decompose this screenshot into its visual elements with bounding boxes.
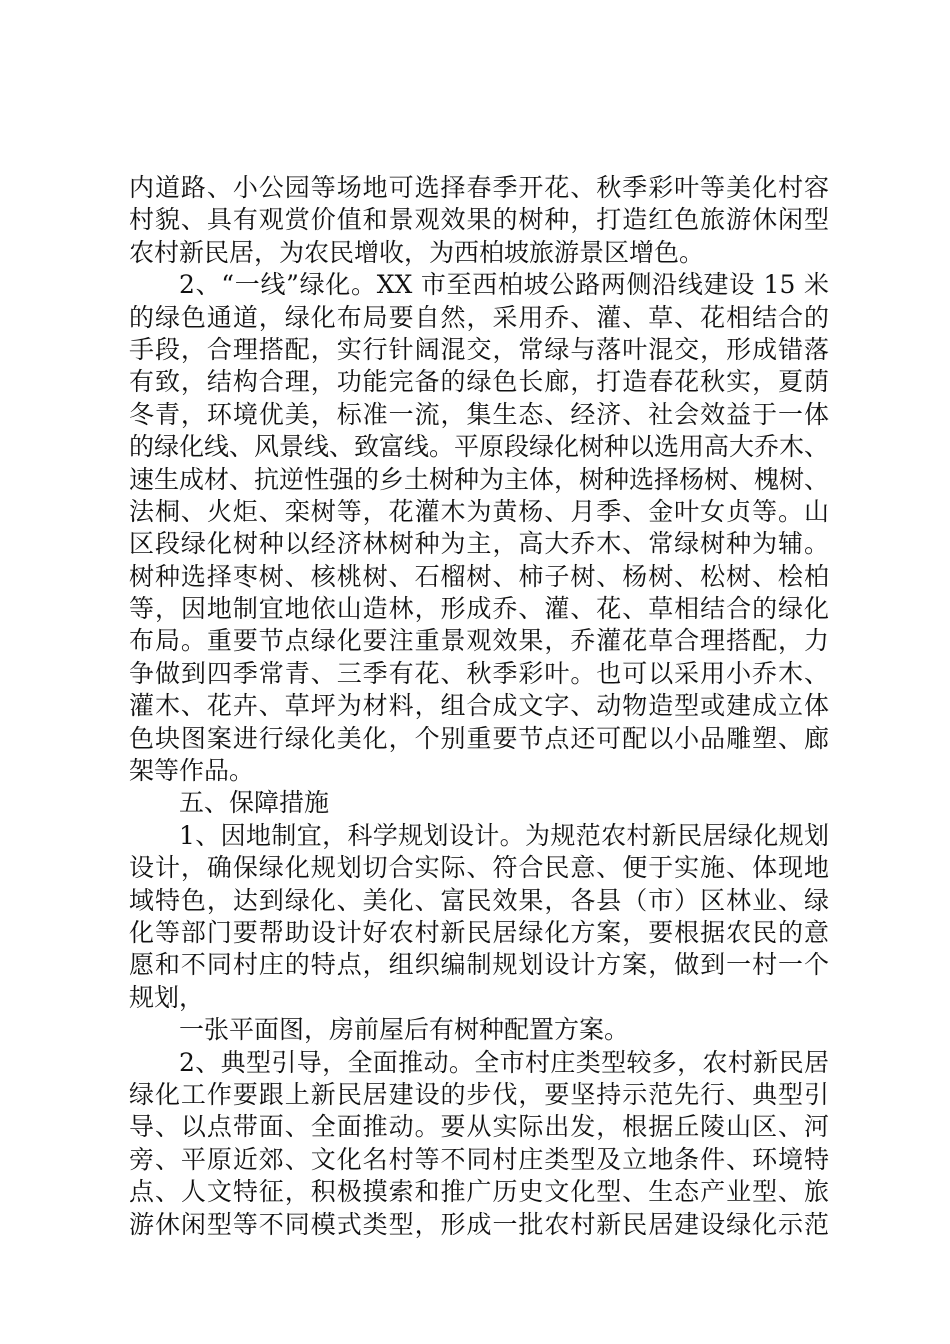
- text-line: 愿和不同村庄的特点，组织编制规划设计方案，做到一村一个: [129, 950, 829, 980]
- text-line: 域特色，达到绿化、美化、富民效果，各县（市）区林业、绿: [129, 885, 829, 915]
- text-line: 有致，结构合理，功能完备的绿色长廊，打造春花秋实，夏荫: [129, 367, 829, 397]
- text-line: 树种选择枣树、核桃树、石榴树、柿子树、杨树、松树、桧柏: [129, 561, 829, 591]
- text-line: 绿化工作要跟上新民居建设的步伐，要坚持示范先行、典型引: [129, 1079, 829, 1109]
- text-line: 等，因地制宜地依山造林，形成乔、灌、花、草相结合的绿化: [129, 594, 829, 624]
- text-line: 内道路、小公园等场地可选择春季开花、秋季彩叶等美化村容: [129, 173, 829, 202]
- document-body: [129, 172, 829, 1241]
- text-line: 架等作品。: [129, 756, 255, 786]
- text-line: 点、人文特征，积极摸索和推广历史文化型、生态产业型、旅: [129, 1177, 829, 1207]
- text-line: 手段，合理搭配，实行针阔混交，常绿与落叶混交，形成错落: [129, 334, 829, 364]
- text-line: 冬青，环境优美，标准一流，集生态、经济、社会效益于一体: [129, 399, 829, 429]
- text-line: 1、因地制宜，科学规划设计。为规范农村新民居绿化规划: [179, 820, 829, 850]
- text-line: 村貌、具有观赏价值和景观效果的树种，打造红色旅游休闲型: [129, 205, 829, 235]
- text-line: 规划，: [129, 982, 205, 1012]
- text-line: 化等部门要帮助设计好农村新民居绿化方案，要根据农民的意: [129, 917, 829, 947]
- text-line: 游休闲型等不同模式类型，形成一批农村新民居建设绿化示范: [129, 1209, 829, 1239]
- text-line: 2、典型引导，全面推动。全市村庄类型较多，农村新民居: [179, 1047, 829, 1077]
- text-line: 的绿色通道，绿化布局要自然，采用乔、灌、草、花相结合的: [129, 302, 829, 332]
- text-line: 速生成材、抗逆性强的乡土树种为主体，树种选择杨树、槐树、: [129, 464, 830, 494]
- text-line: 的绿化线、风景线、致富线。平原段绿化树种以选用高大乔木、: [129, 432, 830, 462]
- text-line: 色块图案进行绿化美化，个别重要节点还可配以小品雕塑、廊: [129, 723, 829, 753]
- text-line: 布局。重要节点绿化要注重景观效果，乔灌花草合理搭配，力: [129, 626, 829, 656]
- text-line: 导、以点带面、全面推动。要从实际出发，根据丘陵山区、河: [129, 1112, 829, 1142]
- text-line: 2、“一线”绿化。XX 市至西柏坡公路两侧沿线建设 15 米: [179, 270, 829, 300]
- text-line: 一张平面图，房前屋后有树种配置方案。: [179, 1015, 630, 1045]
- text-line: 区段绿化树种以经济林树种为主，高大乔木、常绿树种为辅。: [129, 529, 829, 559]
- text-line: 农村新民居，为农民增收，为西柏坡旅游景区增色。: [129, 237, 705, 267]
- text-line: 五、保障措施: [179, 788, 330, 818]
- text-line: 法桐、火炬、栾树等，花灌木为黄杨、月季、金叶女贞等。山: [129, 496, 829, 526]
- text-line: 灌木、花卉、草坪为材料，组合成文字、动物造型或建成立体: [129, 691, 829, 721]
- text-line: 设计，确保绿化规划切合实际、符合民意、便于实施、体现地: [129, 853, 829, 883]
- text-line: 旁、平原近郊、文化名村等不同村庄类型及立地条件、环境特: [129, 1144, 829, 1174]
- text-line: 争做到四季常青、三季有花、秋季彩叶。也可以采用小乔木、: [129, 658, 829, 688]
